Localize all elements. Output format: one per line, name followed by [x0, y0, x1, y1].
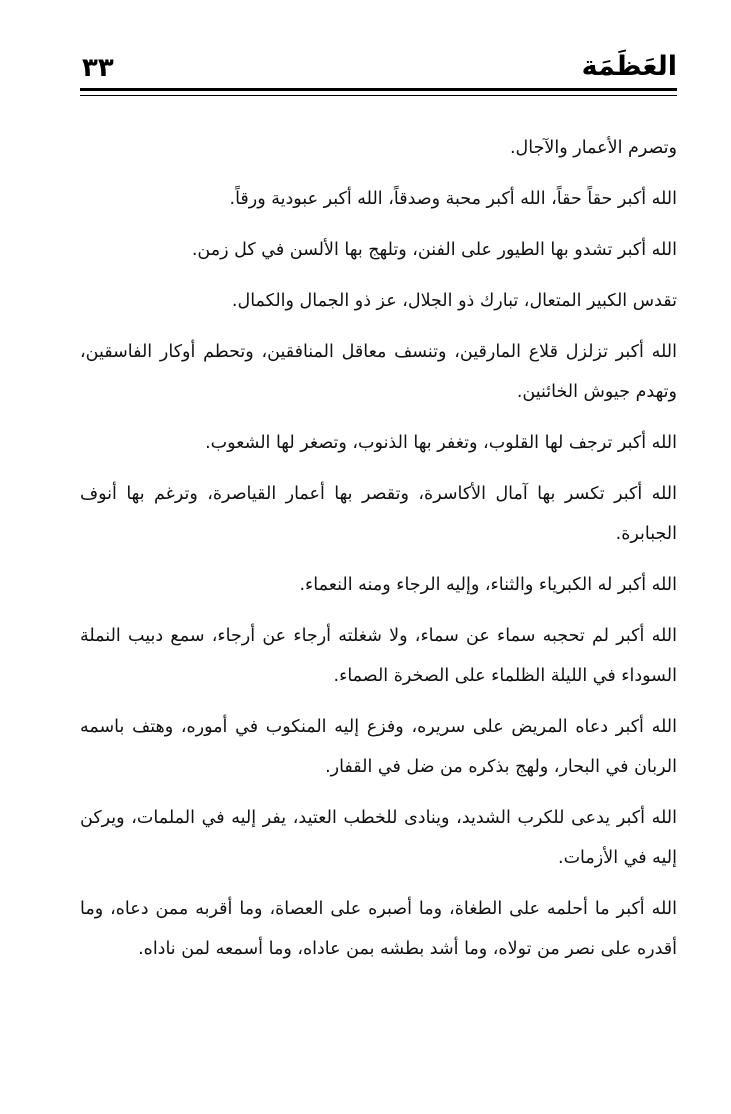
paragraph: وتصرم الأعمار والآجال.: [509, 138, 677, 158]
page-header: [80, 52, 677, 92]
paragraph: الله أكبر له الكبرياء والثناء، وإليه الرجاء ومنه النعماء.: [299, 575, 677, 595]
header-rule-thick: [80, 88, 677, 91]
paragraph: الله أكبر يدعى للكرب الشديد، وينادى للخطب العتيد، يفر إليه في الملمات، ويركن إليه في الأزمات.: [80, 808, 677, 868]
paragraph: تقدس الكبير المتعال، تبارك ذو الجلال، عز ذو الجمال والكمال.: [231, 291, 677, 311]
paragraph: الله أكبر تشدو بها الطيور على الفنن، وتلهج بها الألسن في كل زمن.: [191, 240, 677, 260]
page-number: ٣٣: [82, 53, 114, 83]
paragraph: الله أكبر حقاً حقاً، الله أكبر محبة وصدقاً، الله أكبر عبودية ورقاً.: [229, 189, 677, 209]
paragraph: الله أكبر تكسر بها آمال الأكاسرة، وتقصر بها أعمار القياصرة، وترغم بها أنوف الجبابرة.: [80, 484, 677, 544]
running-title: العَظَمَة: [581, 51, 677, 82]
paragraph: الله أكبر تزلزل قلاع المارقين، وتنسف معاقل المنافقين، وتحطم أوكار الفاسقين، وتهدم جيوش الخائنين.: [80, 342, 677, 402]
paragraph: الله أكبر ترجف لها القلوب، وتغفر بها الذنوب، وتصغر لها الشعوب.: [205, 433, 677, 453]
paragraph: الله أكبر لم تحجبه سماء عن سماء، ولا شغلته أرجاء عن أرجاء، سمع دبيب النملة السوداء في الليلة الظلماء على الصخرة الصماء.: [80, 626, 677, 686]
paragraph: الله أكبر ما أحلمه على الطغاة، وما أصبره على العصاة، وما أقربه ممن دعاه، وما أقدره على نصر من تولاه، وما أشد بطشه بمن عاداه، وما أسمعه لمن ناداه.: [80, 899, 677, 959]
body-text: [80, 128, 677, 980]
paragraph: الله أكبر دعاه المريض على سريره، وفزع إليه المنكوب في أموره، وهتف باسمه الربان في البحار، ولهج بذكره من ضل في القفار.: [80, 717, 677, 777]
header-rule-thin: [80, 95, 677, 96]
